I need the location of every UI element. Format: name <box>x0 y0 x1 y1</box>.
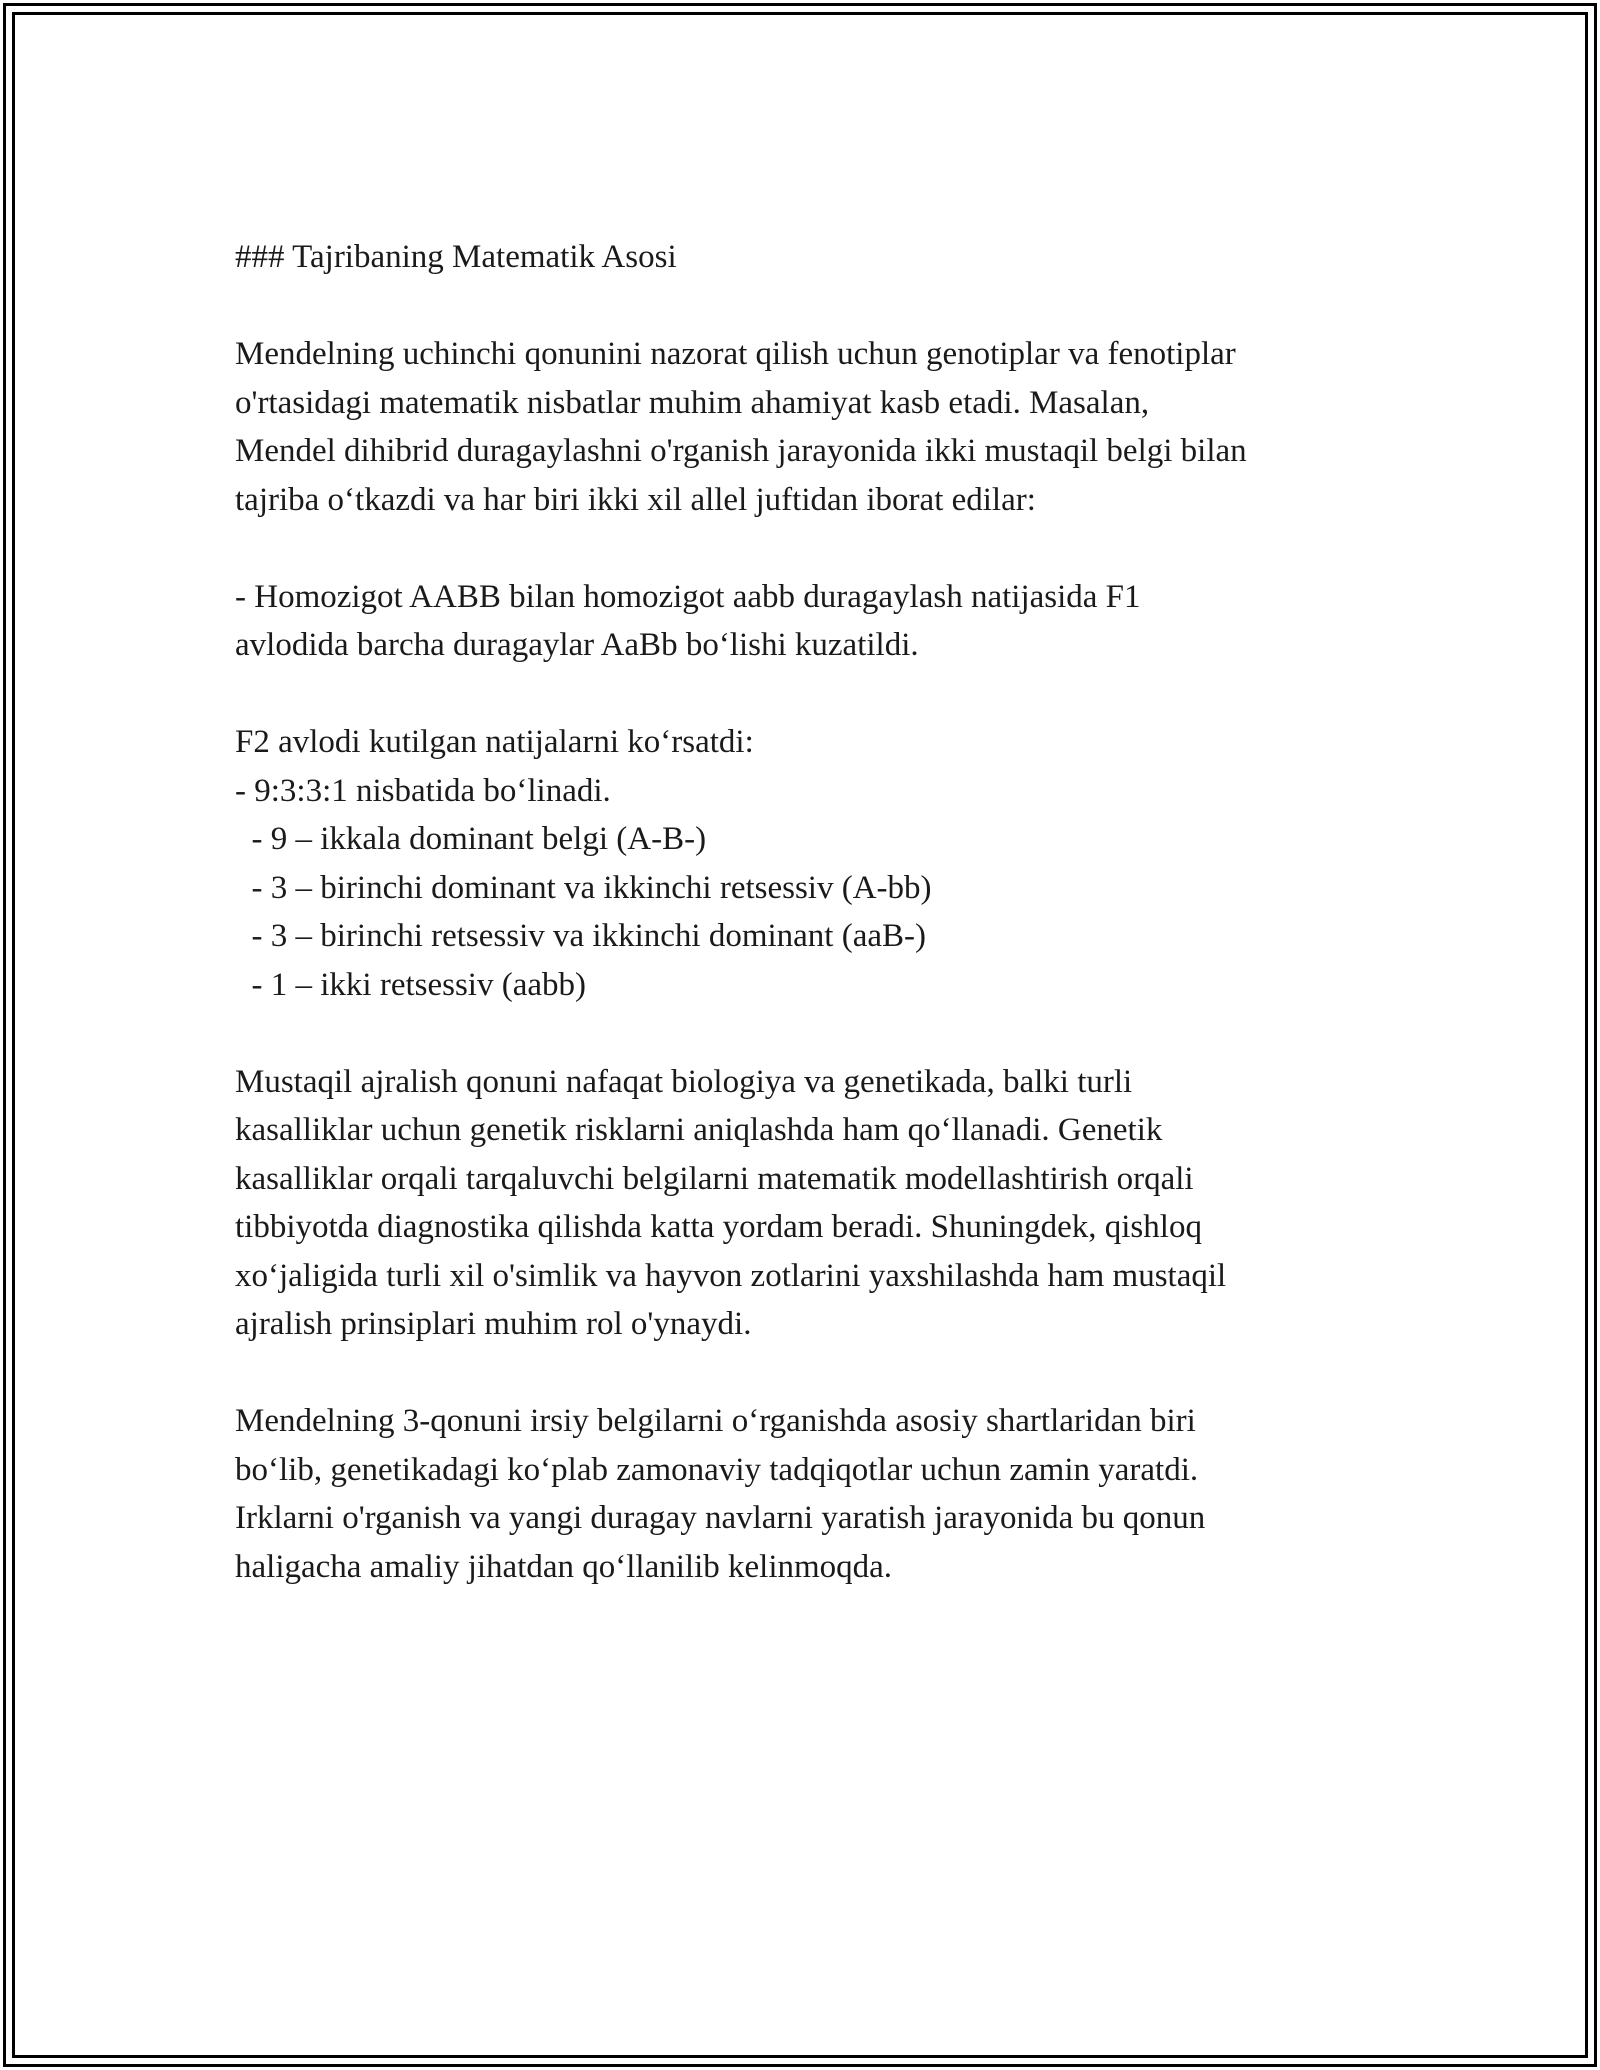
text-line: tibbiyotda diagnostika qilishda katta yordam beradi. Shuningdek, qishloq <box>235 1209 1202 1245</box>
paragraph-gap <box>235 1009 1395 1058</box>
paragraph-gap <box>235 524 1395 573</box>
document-body <box>235 233 1395 1591</box>
text-line: Mendel dihibrid duragaylashni o'rganish jarayonida ikki mustaqil belgi bilan <box>235 433 1247 469</box>
text-line: ajralish prinsiplari muhim rol o'ynaydi. <box>235 1306 752 1342</box>
text-line: o'rtasidagi matematik nisbatlar muhim ahamiyat kasb etadi. Masalan, <box>235 384 1150 421</box>
paragraph-gap <box>235 1349 1395 1398</box>
paragraph-gap <box>235 282 1395 331</box>
list-subitem: - 1 – ikki retsessiv (aabb) <box>235 966 586 1003</box>
text-line: - Homozigot AABB bilan homozigot aabb duragaylash natijasida F1 <box>235 578 1141 615</box>
text-line: F2 avlodi kutilgan natijalarni ko‘rsatdi: <box>235 724 754 760</box>
paragraph-f1 <box>235 573 1395 670</box>
paragraph-applications <box>235 1058 1395 1349</box>
list-subitem: - 9 – ikkala dominant belgi (A-B-) <box>235 821 707 857</box>
text-line: avlodida barcha duragaylar AaBb bo‘lishi kuzatildi. <box>235 627 919 663</box>
list-subitem: - 3 – birinchi retsessiv va ikkinchi dominant (aaB-) <box>235 918 927 954</box>
text-line: kasalliklar uchun genetik risklarni aniqlashda ham qo‘llanadi. Genetik <box>235 1112 1163 1148</box>
text-line: Mendelning 3-qonuni irsiy belgilarni o‘rganishda asosiy shartlaridan biri <box>235 1403 1196 1439</box>
section-heading: ### Tajribaning Matematik Asosi <box>235 239 677 275</box>
paragraph-gap <box>235 670 1395 719</box>
text-line: haligacha amaliy jihatdan qo‘llanilib kelinmoqda. <box>235 1548 893 1585</box>
text-line: tajriba o‘tkazdi va har biri ikki xil allel juftidan iborat edilar: <box>235 481 1036 518</box>
text-line: Mustaqil ajralish qonuni nafaqat biologiya va genetikada, balki turli <box>235 1063 1133 1100</box>
paragraph-f2-ratios <box>235 718 1395 1009</box>
text-line: bo‘lib, genetikadagi ko‘plab zamonaviy tadqiqotlar uchun zamin yaratdi. <box>235 1451 1199 1488</box>
text-line: xo‘jaligida turli xil o'simlik va hayvon zotlarini yaxshilashda ham mustaqil <box>235 1257 1227 1294</box>
list-subitem: - 3 – birinchi dominant va ikkinchi retsessiv (A-bb) <box>235 869 932 906</box>
list-item: - 9:3:3:1 nisbatida bo‘linadi. <box>235 772 611 809</box>
text-line: Mendelning uchinchi qonunini nazorat qilish uchun genotiplar va fenotiplar <box>235 336 1236 372</box>
paragraph-intro <box>235 330 1395 524</box>
text-line: kasalliklar orqali tarqaluvchi belgilarni matematik modellashtirish orqali <box>235 1160 1194 1197</box>
text-line: Irklarni o'rganish va yangi duragay navlarni yaratish jarayonida bu qonun <box>235 1500 1206 1536</box>
paragraph-conclusion <box>235 1397 1395 1591</box>
